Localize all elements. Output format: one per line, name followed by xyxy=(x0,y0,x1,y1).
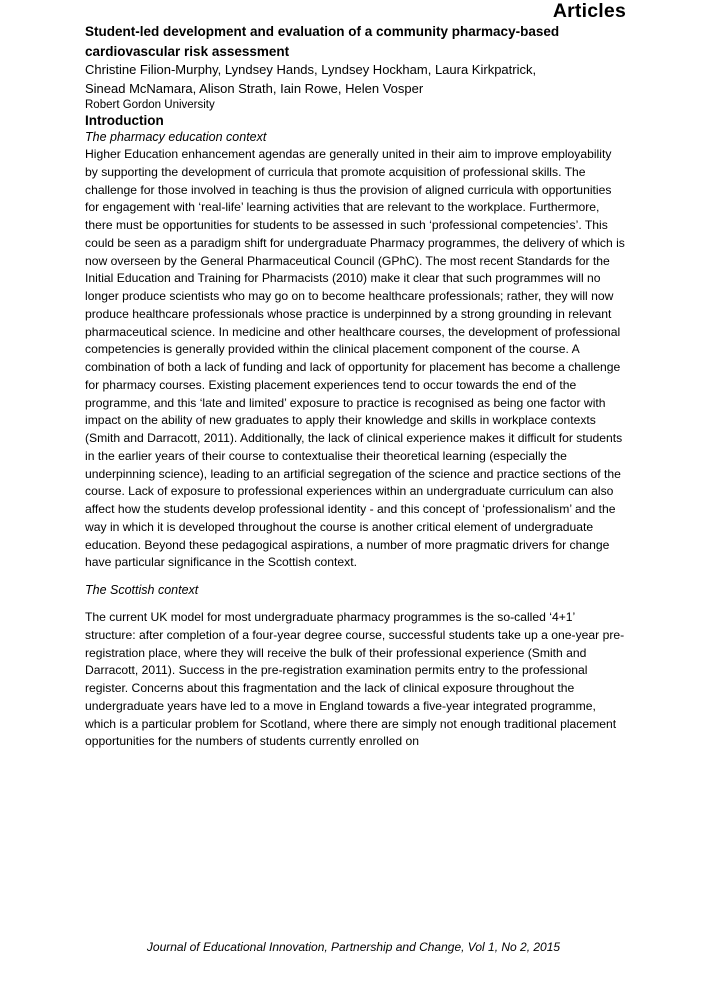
section-heading-introduction: Introduction xyxy=(85,113,164,128)
author-list-line-1: Christine Filion-Murphy, Lyndsey Hands, Lyndsey Hockham, Laura Kirkpatrick, xyxy=(85,62,537,77)
author-list-line-2: Sinead McNamara, Alison Strath, Iain Rowe, Helen Vosper xyxy=(85,80,424,96)
footer-journal-citation: Journal of Educational Innovation, Partnership and Change, Vol 1, No 2, 2015 xyxy=(146,940,561,954)
affiliation: Robert Gordon University xyxy=(85,99,215,111)
article-content xyxy=(85,0,626,751)
author-list xyxy=(85,61,626,98)
journal-section-label: Articles xyxy=(552,0,626,22)
subsection-heading-pharmacy-education-context: The pharmacy education context xyxy=(85,130,267,144)
paragraph-scottish-context: The current UK model for most undergraduate pharmacy programmes is the so-called ‘4+1’ structure: after completion of a four-year degree course, successful students take up a one-year pre-registration place, where they will receive the bulk of their professional experience (Smith and Darracott, 2011). Success in the pre-registration examination permits entry to the professional register. Concerns about this fragmentation and the lack of clinical exposure throughout the undergraduate years have led to a move in England towards a five-year integrated programme, which is a particular problem for Scotland, where there are simply not enough traditional placement opportunities for the numbers of students currently enrolled on xyxy=(85,610,625,749)
article-title: Student-led development and evaluation of a community pharmacy-based cardiovascular risk assessment xyxy=(85,24,560,59)
subsection-heading-scottish-context: The Scottish context xyxy=(85,583,199,597)
paragraph-pharmacy-education-context: Higher Education enhancement agendas are generally united in their aim to improve employability by supporting the development of curricula that promote acquisition of professional skills. The challenge for those involved in teaching is thus the provision of aligned curricula with opportunities for engagement with ‘real-life’ learning activities that are relevant to the workplace. Furthermore, there must be opportunities for students to be assessed in such ‘professional competencies’. This could be seen as a paradigm shift for undergraduate Pharmacy programmes, the delivery of which is now overseen by the General Pharmaceutical Council (GPhC). The most recent Standards for the Initial Education and Training for Pharmacists (2010) make it clear that such programmes will no longer produce scientists who may go on to become healthcare professionals; rather, they will now produce healthcare professionals whose practice is underpinned by a strong grounding in relevant pharmaceutical science. In medicine and other healthcare courses, the development of professional competencies is generally provided within the clinical placement component of the course. A combination of both a lack of funding and lack of opportunity for placement has become a challenge for pharmacy courses. Existing placement experiences tend to occur towards the end of the programme, and this ‘late and limited’ exposure to practice is recognised as being one factor with impact on the ability of new graduates to apply their knowledge and skills in workplace contexts (Smith and Darracott, 2011). Additionally, the lack of clinical experience makes it difficult for students in the earlier years of their course to contextualise their theoretical learning (especially the underpinning science), leading to an artificial segregation of the science and practice sections of the course. Lack of exposure to professional experiences within an undergraduate curriculum can also affect how the students develop professional identity - and this concept of ‘professionalism’ and the way in which it is developed throughout the course is another critical element of undergraduate education. Beyond these pedagogical aspirations, a number of more pragmatic drivers for change have particular significance in the Scottish context. xyxy=(85,147,625,570)
